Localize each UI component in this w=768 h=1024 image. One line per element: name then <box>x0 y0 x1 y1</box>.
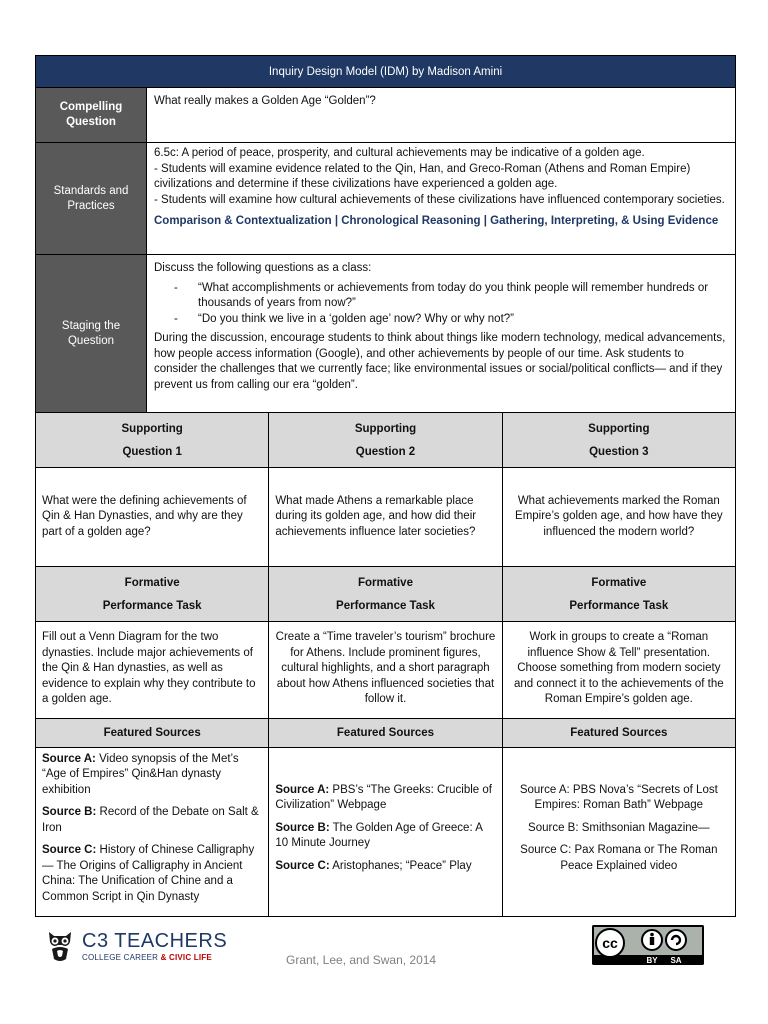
by-icon <box>650 937 654 945</box>
formative-task-3: Work in groups to create a “Roman influence Show & Tell” presentation. Choose something from modern society and connect it to the achievements of the Roman Empire’s golden age. <box>503 622 736 718</box>
standard-objective-2: - Students will examine how cultural achievements of these civilizations have influenced contemporary societies. <box>154 193 725 206</box>
formative-task-headers <box>35 567 736 622</box>
source-item: Source A: Video synopsis of the Met’s “Age of Empires” Qin&Han dynasty exhibition <box>42 752 239 796</box>
citation: Grant, Lee, and Swan, 2014 <box>286 953 437 967</box>
standard-objective-1: - Students will examine evidence related to the Qin, Han, and Greco-Roman (Athens and Roman Empire) civilizations and determine if these civilizations have experienced a golden age. <box>154 162 691 190</box>
compelling-question-row <box>35 88 736 143</box>
supporting-question-headers <box>35 413 736 468</box>
source-item: Source C: Aristophanes; “Peace” Play <box>275 859 472 872</box>
supporting-questions-row <box>35 468 736 567</box>
source-item: Source A: PBS’s “The Greeks: Crucible of Civilization” Webpage <box>275 783 492 812</box>
staging-question-list <box>154 281 729 328</box>
supporting-question-2-header: Supporting Question 2 <box>269 413 502 467</box>
cc-icon: cc <box>602 935 618 951</box>
practice-skills: Comparison & Contextualization | Chronological Reasoning | Gathering, Interpreting, & Using Evidence <box>154 215 719 227</box>
source-item: Source B: The Golden Age of Greece: A 10 Minute Journey <box>275 821 483 850</box>
formative-tasks-row <box>35 622 736 719</box>
supporting-question-1: What were the defining achievements of Qin & Han Dynasties, and why are they part of a golden age? <box>36 468 269 566</box>
svg-text:SA: SA <box>670 956 682 965</box>
featured-sources-2-header: Featured Sources <box>269 719 502 747</box>
idm-document <box>35 55 736 917</box>
staging-intro: Discuss the following questions as a class: <box>154 262 372 274</box>
cc-license-badge <box>592 925 704 965</box>
footer <box>0 920 768 980</box>
compelling-question-label: Compelling Question <box>36 88 147 142</box>
featured-sources-1-header: Featured Sources <box>36 719 269 747</box>
featured-sources-row <box>35 748 736 917</box>
standards-content <box>147 143 735 254</box>
staging-label: Staging the Question <box>36 255 147 412</box>
featured-sources-3 <box>503 748 736 916</box>
source-item: Source B: Record of the Debate on Salt & Iron <box>42 806 259 834</box>
staging-content <box>147 255 735 412</box>
compelling-question-text: What really makes a Golden Age “Golden”? <box>154 95 376 107</box>
formative-task-1: Fill out a Venn Diagram for the two dynasties. Include major achievements of the Qin & Han dynasties, as well as evidence to explain why they contribute to a golden age. <box>36 622 269 718</box>
staging-question-item: - “What accomplishments or achievements from today do you think people will remember hundreds or thousands of years from now?” <box>174 281 709 309</box>
source-item: Source B: Smithsonian Magazine— <box>528 821 710 834</box>
c3-teachers-name: C3 TEACHERS <box>82 929 228 952</box>
featured-sources-2 <box>269 748 502 916</box>
standards-row <box>35 143 736 255</box>
supporting-question-3-header: Supporting Question 3 <box>503 413 736 467</box>
svg-text:BY: BY <box>646 956 658 965</box>
staging-row <box>35 255 736 413</box>
source-item: Source C: History of Chinese Calligraphy — The Origins of Calligraphy in Ancient China: The Unification of Chine and a Common Script in Qin Dynasty <box>42 844 255 903</box>
formative-task-2-header: Formative Performance Task <box>269 567 502 621</box>
source-item: Source C: Pax Romana or The Roman Peace Explained video <box>520 844 718 872</box>
supporting-question-1-header: Supporting Question 1 <box>36 413 269 467</box>
supporting-question-2: What made Athens a remarkable place during its golden age, and how did their achievements influence later societies? <box>269 468 502 566</box>
staging-question-item: - “Do you think we live in a ‘golden age’ now? Why or why not?” <box>174 312 514 325</box>
staging-discussion: During the discussion, encourage students to think about things like modern technology, medical advancements, how people access information (Google), and other achievements by people of our time. Ask students to consider the challenges that we currently face; like environmental issues or social/political conflicts— and if they prevent us from calling our era “golden”. <box>154 332 726 391</box>
featured-sources-headers <box>35 719 736 748</box>
formative-task-3-header: Formative Performance Task <box>503 567 736 621</box>
featured-sources-3-header: Featured Sources <box>503 719 736 747</box>
owl-icon <box>46 928 74 964</box>
source-item: Source A: PBS Nova’s “Secrets of Lost Empires: Roman Bath” Webpage <box>519 783 718 812</box>
document-title: Inquiry Design Model (IDM) by Madison Amini <box>35 55 736 88</box>
formative-task-1-header: Formative Performance Task <box>36 567 269 621</box>
c3-teachers-logo <box>46 928 227 964</box>
standards-label: Standards and Practices <box>36 143 147 254</box>
featured-sources-1 <box>36 748 269 916</box>
standard-statement: 6.5c: A period of peace, prosperity, and cultural achievements may be indicative of a golden age. <box>154 147 645 159</box>
supporting-question-3: What achievements marked the Roman Empire’s golden age, and how have they influenced the modern world? <box>503 468 736 566</box>
formative-task-2: Create a “Time traveler’s tourism” brochure for Athens. Include prominent figures, cultural highlights, and a short paragraph about how Athens influenced societies that follow it. <box>269 622 502 718</box>
c3-teachers-tagline: COLLEGE CAREER & CIVIC LIFE <box>82 952 212 962</box>
